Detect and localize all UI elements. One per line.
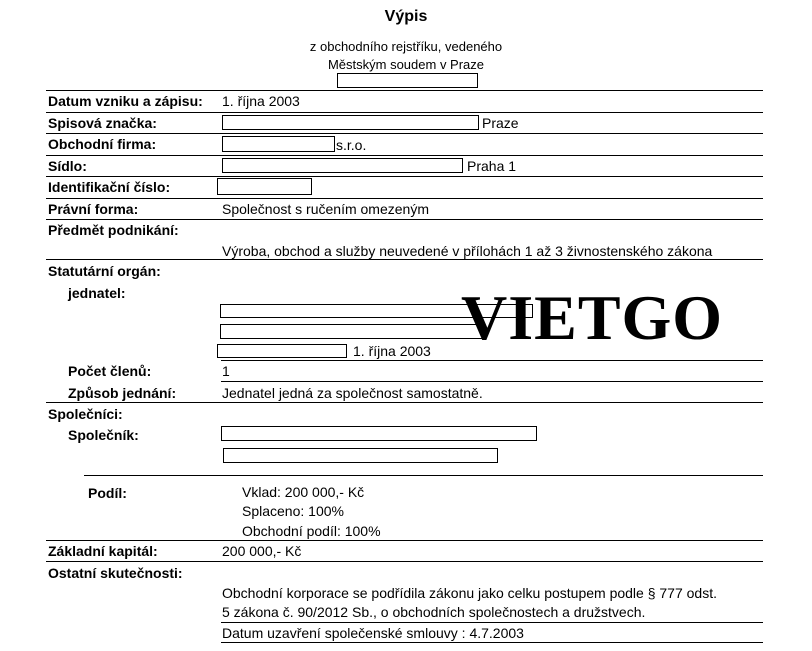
divider xyxy=(221,381,763,382)
label-statutarni-organ: Statutární orgán: xyxy=(48,263,161,279)
label-zpusob-jednani: Způsob jednání: xyxy=(68,385,177,401)
divider xyxy=(46,155,763,156)
label-spolecnik: Společník: xyxy=(68,427,139,443)
redaction-box xyxy=(217,178,312,195)
divider xyxy=(46,540,763,541)
value-ostatni-line-3: Datum uzavření společenské smlouvy : 4.7.2003 xyxy=(222,625,524,641)
divider xyxy=(221,622,763,623)
divider xyxy=(221,360,763,361)
divider xyxy=(46,176,763,177)
label-zakladni-kapital: Základní kapitál: xyxy=(48,543,158,559)
value-pravni-forma: Společnost s ručením omezeným xyxy=(222,201,429,217)
redaction-box xyxy=(223,448,498,463)
divider xyxy=(46,219,763,220)
label-spisova-znacka: Spisová značka: xyxy=(48,115,157,131)
label-jednatel: jednatel: xyxy=(68,285,126,301)
value-sidlo-suffix: Praha 1 xyxy=(467,158,517,174)
subtitle-line-2: Městským soudem v Praze xyxy=(327,57,485,72)
divider xyxy=(46,112,763,113)
watermark-logo: VIETGO xyxy=(461,282,724,353)
label-podil: Podíl: xyxy=(88,485,127,501)
value-pocet-clenu: 1 xyxy=(222,363,230,379)
redaction-box xyxy=(217,344,347,358)
label-identifikacni-cislo: Identifikační číslo: xyxy=(48,179,171,195)
label-obchodni-firma: Obchodní firma: xyxy=(48,136,157,152)
redaction-box xyxy=(221,426,537,441)
divider xyxy=(46,133,763,134)
value-jednatel-date: 1. října 2003 xyxy=(353,343,431,359)
redaction-box xyxy=(222,158,463,173)
value-podil-vklad: Vklad: 200 000,- Kč xyxy=(242,484,365,500)
value-obchodni-podil: Obchodní podíl: 100% xyxy=(242,523,381,539)
divider xyxy=(46,259,763,260)
redaction-box xyxy=(222,115,479,130)
label-pravni-forma: Právní forma: xyxy=(48,201,139,217)
label-pocet-clenu: Počet členů: xyxy=(68,363,152,379)
document-title: Výpis xyxy=(384,8,428,25)
divider xyxy=(46,198,763,199)
value-predmet-podnikani: Výroba, obchod a služby neuvedené v přílohách 1 až 3 živnostenského zákona xyxy=(222,243,713,259)
redaction-box xyxy=(220,324,484,339)
label-predmet-podnikani: Předmět podnikání: xyxy=(48,222,179,238)
value-spisova-suffix: Praze xyxy=(482,115,519,131)
divider xyxy=(46,402,763,403)
value-zakladni-kapital: 200 000,- Kč xyxy=(222,543,302,559)
value-firma-suffix: s.r.o. xyxy=(336,137,367,153)
value-podil-splaceno: Splaceno: 100% xyxy=(242,503,344,519)
subtitle-line-1: z obchodního rejstříku, vedeného xyxy=(309,39,503,54)
divider xyxy=(46,90,763,91)
value-ostatni-line-2: 5 zákona č. 90/2012 Sb., o obchodních společnostech a družstvech. xyxy=(222,604,646,620)
label-sidlo: Sídlo: xyxy=(48,158,87,174)
divider xyxy=(84,475,763,476)
label-datum-vzniku: Datum vzniku a zápisu: xyxy=(48,93,203,109)
redaction-box xyxy=(337,73,478,88)
redaction-box xyxy=(222,136,335,152)
label-spolecnici: Společníci: xyxy=(48,406,123,422)
value-ostatni-line-1: Obchodní korporace se podřídila zákonu jako celku postupem podle § 777 odst. xyxy=(222,585,717,601)
label-ostatni-skutecnosti: Ostatní skutečnosti: xyxy=(48,565,183,581)
divider xyxy=(221,642,763,643)
value-zpusob-jednani: Jednatel jedná za společnost samostatně. xyxy=(222,385,483,401)
divider xyxy=(46,561,763,562)
value-datum-vzniku: 1. října 2003 xyxy=(222,93,300,109)
